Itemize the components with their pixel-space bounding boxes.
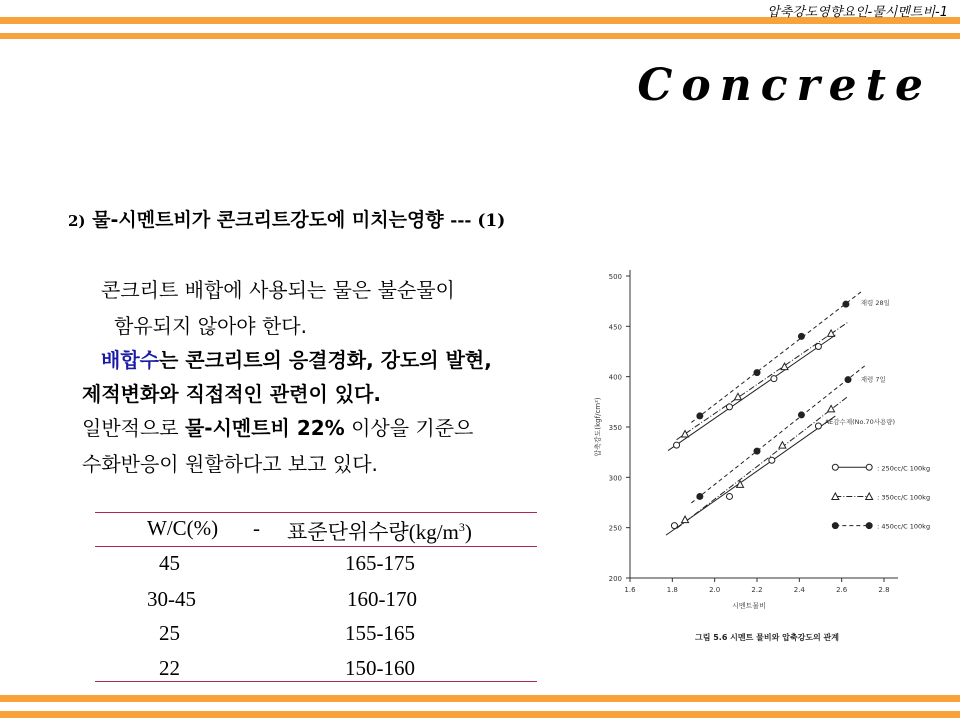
body-line-1: 콘크리트 배합에 사용되는 물은 불순물이 (101, 278, 455, 302)
data-point (697, 413, 703, 419)
data-point (754, 448, 760, 454)
y-tick-label: 300 (608, 474, 622, 483)
series-line (691, 290, 862, 422)
y-tick-label: 250 (608, 524, 622, 533)
data-point (734, 393, 741, 400)
body-line-5-c: 이상을 기준으 (344, 416, 474, 440)
x-tick-label: 1.6 (624, 586, 636, 594)
data-point (682, 516, 689, 523)
section-heading-text: 물-시멘트비가 콘크리트강도에 미치는영향 (92, 209, 444, 231)
section-number: 2) (68, 212, 86, 230)
legend-label: : 450cc/C 100kg (877, 522, 931, 531)
slide-subtitle: 압축강도영향요인-물시멘트비-1 (767, 5, 948, 20)
annotation-ae: AE감수제(No.70사용량) (824, 417, 896, 426)
legend-marker (832, 523, 838, 529)
legend-marker (832, 464, 838, 470)
data-point (754, 370, 760, 376)
body-line-5-b: 물-시멘트비 22% (184, 416, 345, 440)
table-header-water-close: ) (464, 520, 472, 544)
table-header-dash: - (253, 516, 260, 540)
bottom-accent-bar-2 (0, 711, 960, 718)
body-line-5 (82, 412, 473, 441)
table-rule-bottom (95, 681, 537, 682)
data-point (845, 377, 851, 383)
legend-marker (866, 523, 872, 529)
data-point (828, 405, 835, 412)
data-point (726, 493, 732, 499)
legend-label: : 250cc/C 100kg (877, 464, 931, 473)
body-line-5-a: 일반적으로 (82, 416, 185, 440)
table-header-water (287, 516, 472, 546)
body-line-4: 제적변화와 직접적인 관련이 있다. (82, 382, 381, 406)
annotation-28day: 재령 28일 (860, 299, 890, 308)
legend-marker (866, 464, 872, 470)
slide-title: Concrete (637, 60, 932, 111)
y-tick-label: 400 (608, 373, 622, 382)
data-point (674, 442, 680, 448)
table-cell-wc: 45 (159, 551, 180, 575)
data-point (671, 523, 677, 529)
y-tick-label: 200 (608, 575, 622, 583)
strength-chart (582, 262, 932, 652)
data-point (769, 457, 775, 463)
table-cell-water: 165-175 (345, 551, 415, 575)
x-tick-label: 2.0 (709, 586, 721, 594)
data-point (798, 412, 804, 418)
series-line (677, 322, 848, 440)
x-tick-label: 2.6 (836, 586, 848, 594)
data-point (798, 333, 804, 339)
body-line-6: 수화반응이 원할하다고 보고 있다. (82, 452, 378, 476)
data-point (726, 404, 732, 410)
table-header-water-sup: 3 (458, 520, 465, 534)
y-tick-label: 500 (608, 273, 622, 281)
section-suffix: --- (1) (450, 211, 506, 231)
legend-marker (866, 493, 873, 500)
y-tick-label: 350 (608, 424, 622, 432)
data-point (815, 423, 821, 429)
data-point (828, 330, 835, 337)
bottom-accent-bar (0, 695, 960, 702)
table-rule-top (95, 512, 537, 513)
annotation-7day: 재령 7일 (860, 375, 886, 384)
top-accent-bar-2 (0, 33, 960, 39)
x-tick-label: 2.2 (751, 586, 763, 594)
y-axis-label: 압축강도(kgf/cm²) (594, 397, 602, 457)
data-point (682, 431, 689, 438)
x-tick-label: 2.4 (793, 586, 805, 594)
x-axis-label: 시멘트물비 (732, 602, 766, 610)
y-tick-label: 450 (608, 323, 622, 332)
x-tick-label: 2.8 (878, 586, 890, 594)
table-rule-header (95, 546, 537, 547)
body-line-3-rest: 는 콘크리트의 응결경화, 강도의 발현, (158, 348, 492, 372)
series-line (691, 366, 865, 503)
body-line-3 (101, 344, 492, 373)
body-highlight: 배합수 (101, 348, 159, 372)
section-heading (68, 205, 505, 232)
data-point (697, 493, 703, 499)
x-tick-label: 1.8 (666, 586, 678, 594)
table-cell-wc: 22 (159, 656, 180, 680)
chart-caption: 그림 5.6 시멘트 물비와 압축강도의 관계 (694, 633, 840, 642)
table-header-water-text: 표준단위수량(kg/m (287, 520, 459, 544)
body-line-2: 함유되지 않아야 한다. (114, 314, 307, 338)
table-cell-water: 155-165 (345, 621, 415, 645)
legend-label: : 350cc/C 100kg (877, 493, 931, 502)
table-cell-water: 150-160 (345, 656, 415, 680)
data-point (843, 301, 849, 307)
table-cell-wc: 25 (159, 621, 180, 645)
table-cell-water: 160-170 (347, 587, 417, 611)
data-point (771, 376, 777, 382)
table-header-wc: W/C(%) (147, 516, 219, 540)
table-cell-wc: 30-45 (147, 587, 196, 611)
